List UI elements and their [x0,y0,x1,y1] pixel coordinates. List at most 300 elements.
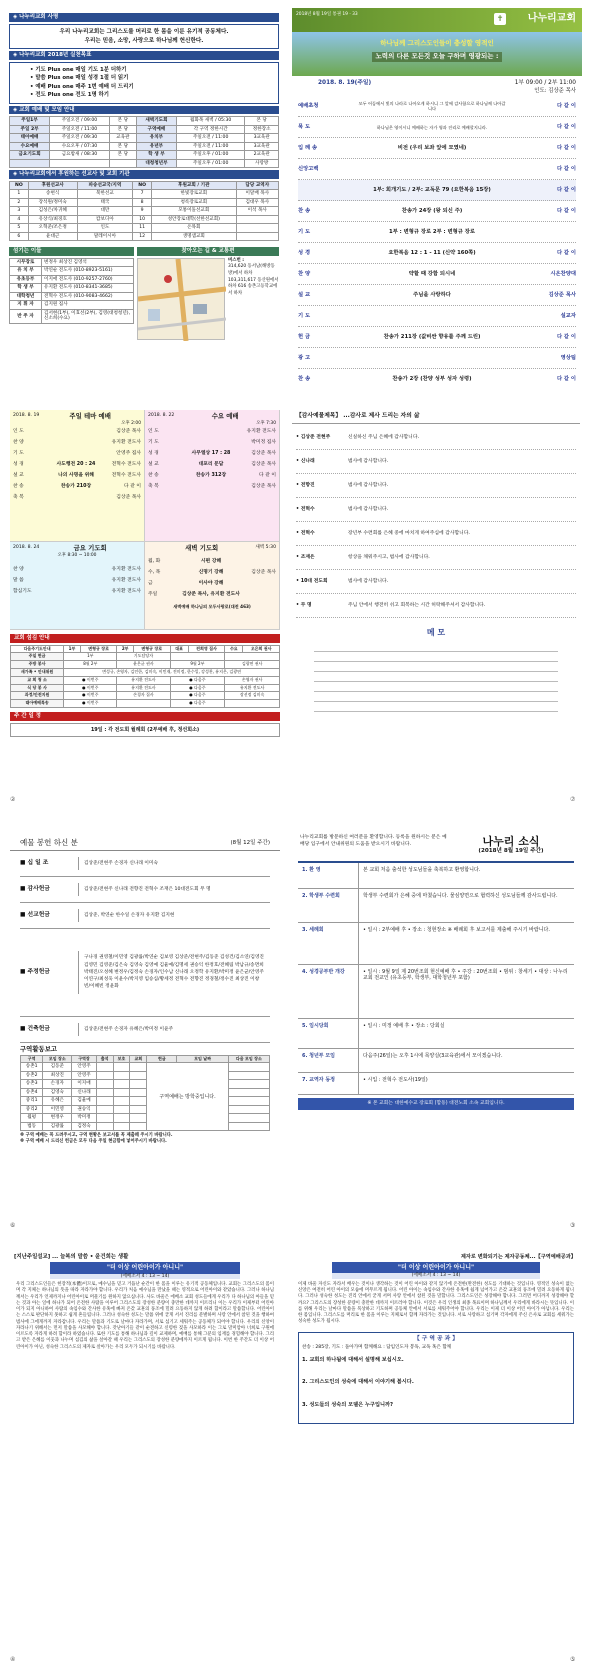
service-role: 설 교 [13,472,24,478]
worship-cell: 2교육관 [245,151,279,160]
group-empty-cell [113,1071,130,1080]
thanks-list [292,424,580,620]
church-name: 나누리교회 [527,13,576,24]
sermon-header: [지난주일설교] ... 늘복의 말씀 • 윤건희는 생활 [14,1254,129,1260]
thanks-giver: • 전향진 [296,482,315,488]
offering-type: ■ 십 일 조 [20,860,49,867]
order-label: 설 교 [298,292,311,299]
service-person: 유지환 전도사 [111,439,141,445]
duty-cell: ● 이번주 [64,684,117,692]
mission-row [10,224,279,233]
group-name: 송촌3 [21,1080,43,1089]
news-item-text: • 일시 : 2부예배 후 • 장소 : 청현장소 ※ 배례회 후 보고서를 제출해 주시기 바랍니다. [358,923,574,964]
worship-cell: 주일오전 / 09:00 [50,117,110,126]
worship-cell: 본 당 [109,125,136,134]
service-role: 인 도 [148,428,159,434]
mission-table [9,181,279,242]
service-row [13,481,141,492]
apply-title: 【 구 역 공 과 】 [413,1335,459,1342]
order-label: 광 고 [298,355,311,362]
vision-box [9,24,279,50]
news-item-text: 다음주(26일)는 오후 1시에 목양실(3교육관)에서 모이겠습니다. [358,1049,574,1072]
duty-row [11,661,280,669]
group-name: 월평 [21,1114,43,1123]
service-role: 설 교 [148,461,159,467]
bulletin-header [292,8,582,32]
panel-services [10,410,280,805]
panel-news [292,832,580,1224]
order-person: 다 같 이 [556,166,576,173]
thanks-text: 범사에 감사합니다. [348,578,389,584]
bus-text: 314,620 동서남(해방동방)에서 하차 103,311,617 동산원에서 하차 616 송촌고등학교에서 하차 [228,264,279,296]
staff-row [10,301,134,310]
service-role: 찬 양 [13,566,24,572]
service-content: 대포리 문답 [198,461,224,467]
mission-title: ◈ 나누리교회에서 후원하는 선교사 및 교회 기관 [9,170,279,179]
news-item-text: 본 교회 처음 출석한 성도님들을 축복하고 환영합니다. [358,863,574,888]
order-label: 기 도 [298,313,311,320]
service-row [148,426,276,437]
order-content: 요한복음 12 : 1 - 11 (신약 160쪽) [388,250,476,257]
news-date: (2018년 8월 19일 주간) [478,848,544,855]
news-intro: 나누리교회를 방문하신 여러분을 환영합니다. 등록을 원하시는 분은 예배당 입구에서 안내위원의 도움을 받으시기 바랍니다. [300,835,447,847]
service-content: 찬송가 210장 [60,483,92,489]
worship-order-item [298,285,576,306]
thanks-giver: • 조재은 [296,554,315,560]
lesson-apply [298,1332,574,1424]
worship-row [10,117,279,126]
order-person: 다 같 이 [556,334,576,341]
duty-cell: ● 다음주 [170,676,225,684]
mission-cell: 윤대근 [28,232,77,241]
mission-cell: 성안장로대학(선한선교회) [152,215,237,224]
fri-title: 금요 기도회 [73,544,107,552]
thanks-text: 장년부 수련회를 은혜 중에 마치게 하여주심에 감사합니다. [348,530,470,536]
group-row [21,1097,270,1106]
sun-time: 오후 2:00 [121,420,141,426]
offering-type: ■ 감사헌금 [20,886,50,893]
service-content: 사도행전 20 : 24 [56,461,96,467]
service-role: 인 도 [13,428,24,434]
mission-cell: 캄보디아 [77,215,133,224]
staff-row [10,309,134,323]
staff-row [10,258,134,267]
order-person: 시온찬양대 [550,271,576,278]
duty-cell: 8월 2부 [64,661,117,669]
mission-cell: 5 [10,224,29,233]
service-row [13,448,141,459]
worship-order-item [298,117,576,138]
mission-cell: 모퉁이돌선교회 [152,207,237,216]
worship-order-item [298,327,576,348]
worship-order-item [298,306,576,327]
mission-cell: 3 [10,207,29,216]
group-leader: 이지애 [72,1080,96,1089]
dawn-note: 새벽예배 하나님의 모두사랑로(대전 463) [173,603,251,609]
news-item [298,863,574,889]
service-row [148,557,276,568]
panel-thanks-offering [292,410,580,805]
order-person: 다 같 이 [556,145,576,152]
group-header-cell: 구역장 [72,1055,96,1063]
service-row [148,481,276,492]
duty-row [11,700,280,708]
order-person: 다 같 이 [556,208,576,215]
group-header-cell: 구역 [21,1055,43,1063]
news-item [298,889,574,923]
worship-cell: 3교육관 [245,142,279,151]
group-empty-cell [113,1097,130,1106]
order-content: 주님을 사랑하다 [413,292,451,299]
goal-title: ◈ 나누리교회 2018년 실천목표 [9,51,279,60]
service-row [148,448,276,459]
sermon-body: 우리 그리스도인들은 헌장적(本體)이므로, 예수님을 믿고 거듭난 순간이 한 몸을 이루는 유기적 공동체입니다. 교회는 그리스도의 몸이며 각 지체는 하나님의 뜻을 따라 자라가야 합니다. 우리가 처음 예수님을 만났을 때는 영적으로 어린아이와 같았습니다. 그러나 하나님께서는 우리가 언제까지나 어린아이로 머물기를 원하지 않으십니다. 사도 바울은 에베소 교회 성도들에게 우리가 다 하나님의 아들을 믿는 것과 아는 일에 하나가 되어 온전한 사람을 이루어 그리스도의 장성한 분량이 충만한 데까지 이르리니 이는 우리가 이제부터 어린아이가 되지 아니하여 사람의 속임수와 간사한 유혹에 빠져 온갖 교훈의 풍조에 밀려 요동하지 않게 하려 함이라고 말씀합니다. 어린아이는 스스로 판단하지 못하고 쉽게 흔들립니다. 그러나 성숙한 성도는 말씀 위에 굳게 서서 진리를 분별하며 사랑 안에서 참된 것을 행하여 범사에 그에게까지 자라갑니다. 우리는 말씀과 기도로 날마다 자라가며, 서로 섬기고 세워주는 공동체가 되어야 합니다. 우리의 신앙이 자라나기 위해서는 먼저 말씀을 사모해야 합니다. 갓난아기들 같이 순전하고 신령한 젖을 사모하라 이는 그로 말미암아 너희로 구원에 이르도록 자라게 하려 함이라 하였습니다. 또한 기도를 통해 하나님과 깊이 교제하며, 예배를 통해 그분의 임재를 경험해야 합니다. 그리고 받은 은혜를 이웃과 나누며 섬김의 삶을 살아갈 때 우리는 그리스도의 장성한 분량에까지 이르게 됩니다. 이번 한 주간도 더 이상 어린아이가 아닌, 성숙한 그리스도의 제자로 살아가는 우리 모두가 되시기를 바랍니다. [16,1282,274,1350]
group-empty-cell [113,1088,130,1097]
worship-cell [50,159,110,168]
panel-church-info [6,8,282,388]
memo-lines [292,638,580,716]
worship-cell: 금요기도회 [10,151,50,160]
news-item [298,1049,574,1073]
group-header-cell: 다음 모임 장소 [228,1055,269,1063]
duty-cell: 기도담당자 [117,653,170,661]
offering-names: 김상준, 박연순 한수일 손경자 유지환 김지현 [78,909,270,922]
page-number: ④ [10,1656,16,1663]
group-name: 송촌4 [21,1088,43,1097]
group-leader: 박미정 [72,1114,96,1123]
service-content: 신명기 강해 [198,570,224,576]
news-item-title: 3. 세례회 [302,926,324,933]
staff-role: 대학청년 [10,292,42,301]
thanks-text: 항상을 채워주시고, 범사에 감사합니다. [348,554,430,560]
group-leader: 안영주 [72,1071,96,1080]
group-row [21,1122,270,1131]
fri-time: 오후 8:30 ~ 10:00 [57,552,97,558]
mission-cell: 북한선교 [77,190,133,199]
order-person: 다 같 이 [556,187,576,194]
worship-cell: 주일오후 / 01:00 [176,151,244,160]
group-leader: 김정숙 [72,1122,96,1131]
thanks-item [296,546,576,570]
order-label: 헌 금 [298,334,311,341]
duty-table [10,645,280,708]
group-empty-cell [96,1114,113,1123]
service-role: 금 [148,581,153,587]
order-content: 찬송가 24장 (왕 되신 주) [401,208,463,215]
duty-row [11,668,280,676]
worship-row [10,134,279,143]
mission-cell: 김성은/차귀혜 [28,207,77,216]
week-text: 19일 : 각 전도회 월례회 (2부예배 후, 정선회소) [10,723,280,737]
group-empty-cell [96,1071,113,1080]
order-person: 설교자 [560,313,576,320]
order-person: 김상준 목사 [548,292,576,299]
service-person: 김상준 목사 [251,483,276,489]
service-row [148,568,276,579]
banner-text-1: 하나님께 그리스도인들이 충성할 영적인 [380,39,494,47]
group-empty-cell [228,1063,269,1072]
worship-cell: 새벽기도회 [136,117,176,126]
worship-order-item [298,369,576,388]
group-empty-cell [113,1063,130,1072]
worship-cell: 수요오후 / 07:30 [50,142,110,151]
group-empty-cell [228,1088,269,1097]
worship-order-item [298,222,576,243]
worship-order-item [298,159,576,180]
service-row [148,470,276,481]
group-leader: 신나래 [72,1088,96,1097]
news-item-text: 학생부 수련회가 은혜 중에 마쳤습니다. 물심양면으로 협력하신 성도님들께 감사드립니다. [358,889,574,922]
goal-box [9,62,279,104]
order-person: 다 같 이 [556,250,576,257]
staff-table [9,258,134,324]
news-item-text: • 일시 : 미정 예배 후 • 장소 : 당회실 [358,1019,574,1048]
duty-header-cell: 변형규 장로 [133,645,170,653]
group-empty-cell [113,1105,130,1114]
mission-cell: 대만 [77,207,133,216]
service-content: 나의 사명을 위해 [58,472,94,478]
group-leader: 김율예 [72,1097,96,1106]
duty-cell [225,700,280,708]
worship-cell: 교육관 [109,134,136,143]
order-label: 입 례 송 [298,145,318,152]
mission-header-cell: NO [133,181,152,190]
worship-cell: 각 구역 정한시간 [176,125,244,134]
duty-cell: ● 이번주 [64,700,117,708]
mission-cell: 송현식 [28,190,77,199]
service-leader: 인도: 김상준 목사 [534,87,576,94]
service-person: 유지환 전도사 [111,566,141,572]
service-row [13,575,141,586]
panel-sermon [10,1252,280,1654]
lesson-question: 2. 그리스도인의 성숙에 대해서 이야기해 봅시다. [302,1379,414,1386]
staff-row [10,275,134,284]
group-name: 송촌1 [21,1063,43,1072]
sun-date: 2018. 8. 19 [13,413,40,418]
news-bottom-note: ※ 본 교회는 대한예수교 장로회 (합동) 대전노회 소속 교회입니다. [298,1098,574,1110]
staff-names: 전혁수 전도사 (010-9083-4662) [42,292,134,301]
banner-text-2: 노력의 다른 모든것 오늘 구하며 영광되는 : [372,52,503,62]
worship-cell: 태아예배 [10,134,50,143]
group-note-2: ※ 구역 예배 시 드리신 헌금은 모두 다음 주일 현금함에 넣어주시기 바랍니다. [20,1138,167,1144]
thanks-text: 주님 안에서 행전히 쉬고 회복하는 시간 허락해주셔서 감사합니다. [348,602,486,608]
worship-cell [109,159,136,168]
panel-worship-order [292,8,582,388]
wed-title: 수요 예배 [211,412,239,420]
group-empty-cell [96,1105,113,1114]
service-role: 말 씀 [13,577,24,583]
staff-names: 유지환 전도사 (010-8341-3685) [42,284,134,293]
staff-names: 박연순 전도사 (010-8923-5161) [42,267,134,276]
worship-cell: 월화목 새벽 / 05:30 [176,117,244,126]
bus-label: 버스번 : [228,257,245,263]
duty-cell: 윤은균 권사 [117,661,170,669]
order-person: 영상팀 [560,355,576,362]
group-empty-cell [130,1097,147,1106]
service-role: 합심기도 [13,588,32,594]
news-item-title: 7. 교역자 동정 [302,1076,336,1083]
mission-cell: 김대우 목사 [236,198,278,207]
offering-row [20,851,270,877]
mission-cell: 장석원/정미숙 [28,198,77,207]
service-row [148,459,276,470]
service-content: 김상준 목사, 유지환 전도사 [182,592,240,598]
duty-header-cell: 오은희 권사 [243,645,280,653]
worship-cell: 주일오전 / 11:00 [176,142,244,151]
worship-cell: 3교육관 [245,134,279,143]
thanks-item [296,474,576,498]
lesson-ref: (에베소서 4 : 13 ~ 14) [332,1273,540,1279]
staff-names: 김서현(1부), 이효선(2부), 김영(대청청년), 신소희(수요) [42,309,134,323]
sunday-theme-service [10,410,145,542]
service-row [13,426,141,437]
worship-table [9,116,279,168]
worship-order-item [298,96,576,117]
service-content: 사무엘상 17 : 28 [191,450,231,456]
mission-cell: 8 [133,198,152,207]
group-row [21,1088,270,1097]
page-number: ⑥ [10,1222,16,1229]
group-empty-cell [113,1122,130,1131]
thanks-giver: • 전혁수 [296,530,315,536]
duty-cell: 장선정 김미숙 [225,692,280,700]
wed-date: 2018. 8. 22 [148,413,175,418]
mission-cell: 오혁준/조은정 [28,224,77,233]
vision-title: ◈ 나누리교회 사명 [9,13,279,22]
duty-cell: ● 다음주 [170,684,225,692]
service-role: 찬 송 [13,483,24,489]
staff-section [9,245,134,340]
service-role: 찬 양 [13,439,24,445]
group-leader: 권승익 [72,1105,96,1114]
wed-time: 오후 7:30 [256,420,276,426]
mission-cell: 10 [133,215,152,224]
worship-order-list [292,96,582,388]
page-number: ⑤ [570,1656,576,1663]
offering-names: 구나경 권영철/이민영 김광률/박연순 김보영 김상준/전현주/김동준 김성건/김소연/김영진 김영민 김영준/김은숙 김영숙 김영예 김율예/김명세 권승익 한정호/전혜림 박남규/송면희 박태진/오성혜 변정우/김정숙 손경자/인수남 신나래 오정학 유지환/박미정 윤은균/안영주 이연구/최성욱 이윤수/박지영 임승심/황세정 전혁수 전향진 정경철/정수진 최상진 이창빈/이혜빈 정윤화 [78,951,270,993]
worship-order-item [298,201,576,222]
sermon-title: "더 이상 어린아이가 아니니" [50,1262,240,1273]
group-empty-cell [130,1114,147,1123]
group-empty-cell [130,1063,147,1072]
duty-row [11,684,280,692]
group-empty-cell [228,1097,269,1106]
worship-cell: 대청청년부 [136,159,176,168]
staff-map-row [9,245,279,340]
vision-text-1: 우리 나누리교회는 그리스도를 머리로 한 몸을 이룬 유기적 공동체다. [59,28,229,35]
thanks-giver: • 무 명 [296,602,312,608]
group-place: 김광률 [43,1122,72,1131]
offering-row [20,929,270,1017]
service-row [13,459,141,470]
duty-header-cell: 대표 [170,645,188,653]
thanks-giver: • 10대 전도회 [296,578,328,584]
staff-names: 변정우 최상진 김영석 [42,258,134,267]
news-item-title: 1. 환 영 [302,866,321,873]
duty-cell: ● 다음주 [170,700,225,708]
service-person: 박미정 집사 [251,439,276,445]
worship-order-item [298,348,576,369]
order-content: 찬송가 211장 (값비싼 향유를 주께 드린) [383,334,481,341]
vision-text-2: 우리는 믿음, 소망, 사랑으로 하나님께 헌신한다. [84,37,204,44]
group-row [21,1114,270,1123]
group-header-cell: 교회 [130,1055,147,1063]
service-person: 유지환 전도사 [111,577,141,583]
group-empty-cell [228,1122,269,1131]
news-item [298,1019,574,1049]
service-role: 성 경 [13,461,24,467]
duty-cell: 유지환 전도사 [117,676,170,684]
staff-role: 학 생 부 [10,284,42,293]
panel-offerings [10,832,280,1224]
duty-cell [225,653,280,661]
mission-header-cell: NO [10,181,29,190]
staff-row [10,292,134,301]
panel-cell-lesson [292,1252,580,1654]
mission-header-cell: 담당 교역자 [236,181,278,190]
duty-row [11,676,280,684]
worship-cell: 사랑방 [245,159,279,168]
service-person: 김상준 목사 [251,461,276,467]
service-person: 안영주 집사 [116,450,141,456]
service-row [148,437,276,448]
church-logo-icon: ✝ [494,13,506,25]
order-label: 신앙고백 [298,166,319,173]
thanks-giver: • 김상준 전현주 [296,434,331,440]
mission-cell: 이달배 목사 [236,190,278,199]
worship-order-item [298,138,576,159]
service-role: 찬 송 [148,472,159,478]
service-row [13,586,141,597]
offering-rows [10,851,280,1043]
service-person: 전혁수 전도사 [111,461,141,467]
group-row [21,1063,270,1072]
staff-row [10,267,134,276]
group-name: 법동 [21,1122,43,1131]
news-item [298,1073,574,1095]
worship-cell: 유년부 [136,142,176,151]
service-person: 김상준 목사 [251,450,276,456]
week-title: 주 간 일 정 [10,712,280,721]
mission-cell: 온목회 [152,224,237,233]
order-label: 찬 양 [298,271,311,278]
offering-type: ■ 주정헌금 [20,969,50,976]
mission-cell: 생명샘교회 [152,232,237,241]
mission-cell: 청록장로교회 [152,198,237,207]
offering-names: 김상준/전현주 손경자 신나래 이미숙 [78,857,270,870]
worship-cell: 주일 2부 [10,125,50,134]
worship-row [10,142,279,151]
group-table [20,1055,270,1132]
goal-item: • 예배 Plus one 매주 1번 예배 더 드리기 [30,83,134,90]
group-place: 김동준 [43,1063,72,1072]
goal-item: • 전도 Plus one 전도 1명 하기 [30,92,109,99]
lesson-title: "더 이상 어린아이가 아니니" [332,1262,540,1273]
worship-row [10,125,279,134]
group-header-cell: 모임 장소 [43,1055,72,1063]
group-place: 유혜은 [43,1097,72,1106]
worship-cell: 본 당 [109,151,136,160]
staff-role: 유초등부 [10,275,42,284]
worship-row [10,159,279,168]
mission-cell: 말레이시아 [77,232,133,241]
offering-row [20,1017,270,1043]
group-empty-cell [228,1114,269,1123]
worship-cell: 주일1부 [10,117,50,126]
worship-cell: 본 당 [109,142,136,151]
worship-cell: 본 당 [109,117,136,126]
service-person: 전혁수 전도사 [111,472,141,478]
